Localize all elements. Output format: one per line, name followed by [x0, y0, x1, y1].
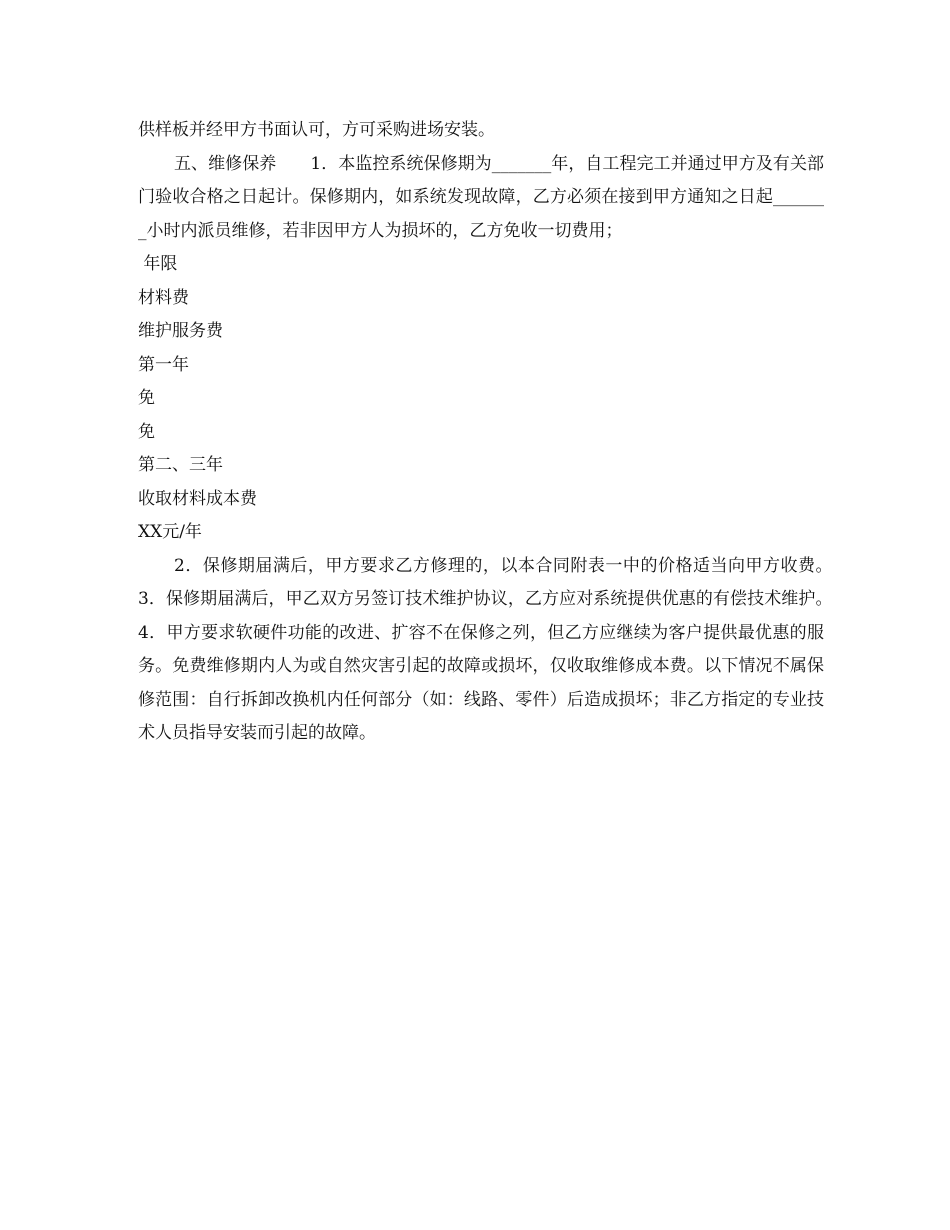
table-header-service-fee: 维护服务费 — [138, 321, 223, 341]
table-row1-material: 免 — [138, 388, 155, 408]
table-row2-year: 第二、三年 — [138, 455, 223, 475]
fee-table — [138, 248, 824, 550]
paragraph-1: 供样板并经甲方书面认可，方可采购进场安装。 — [138, 120, 495, 140]
table-row1-service: 免 — [138, 421, 155, 442]
paragraph-maintenance: 五、维修保养 1．本监控系统保修期为_______年，自工程完工并通过甲方及有关部门验收合格之日起计。保修期内，如系统发现故障，乙方必须在接到甲方通知之日起_______小时内派员维修，若非因甲方人为损坏的，乙方免收一切费用； — [138, 153, 824, 241]
document-page — [138, 114, 875, 751]
table-header-material-fee: 材料费 — [138, 287, 189, 308]
table-row2-material: 收取材料成本费 — [138, 488, 257, 509]
table-row2-service: XX元/年 — [138, 522, 202, 542]
table-header-year: 年限 — [138, 254, 178, 274]
table-row1-year: 第一年 — [138, 354, 189, 375]
paragraph-terms: 2．保修期届满后，甲方要求乙方修理的，以本合同附表一中的价格适当向甲方收费。 3．保修期届满后，甲乙双方另签订技术维护协议，乙方应对系统提供优惠的有偿技术维护。 4．甲方要求软硬件功能的改进、扩容不在保修之列，但乙方应继续为客户提供最优惠的服务。免费维修期内人为或自然灾害引起的故障或损坏，仅收取维修成本费。以下情况不属保修范围：自行拆卸改换机内任何部分（如：线路、零件）后造成损坏；非乙方指定的专业技术人员指导安装而引起的故障。 — [138, 555, 875, 743]
